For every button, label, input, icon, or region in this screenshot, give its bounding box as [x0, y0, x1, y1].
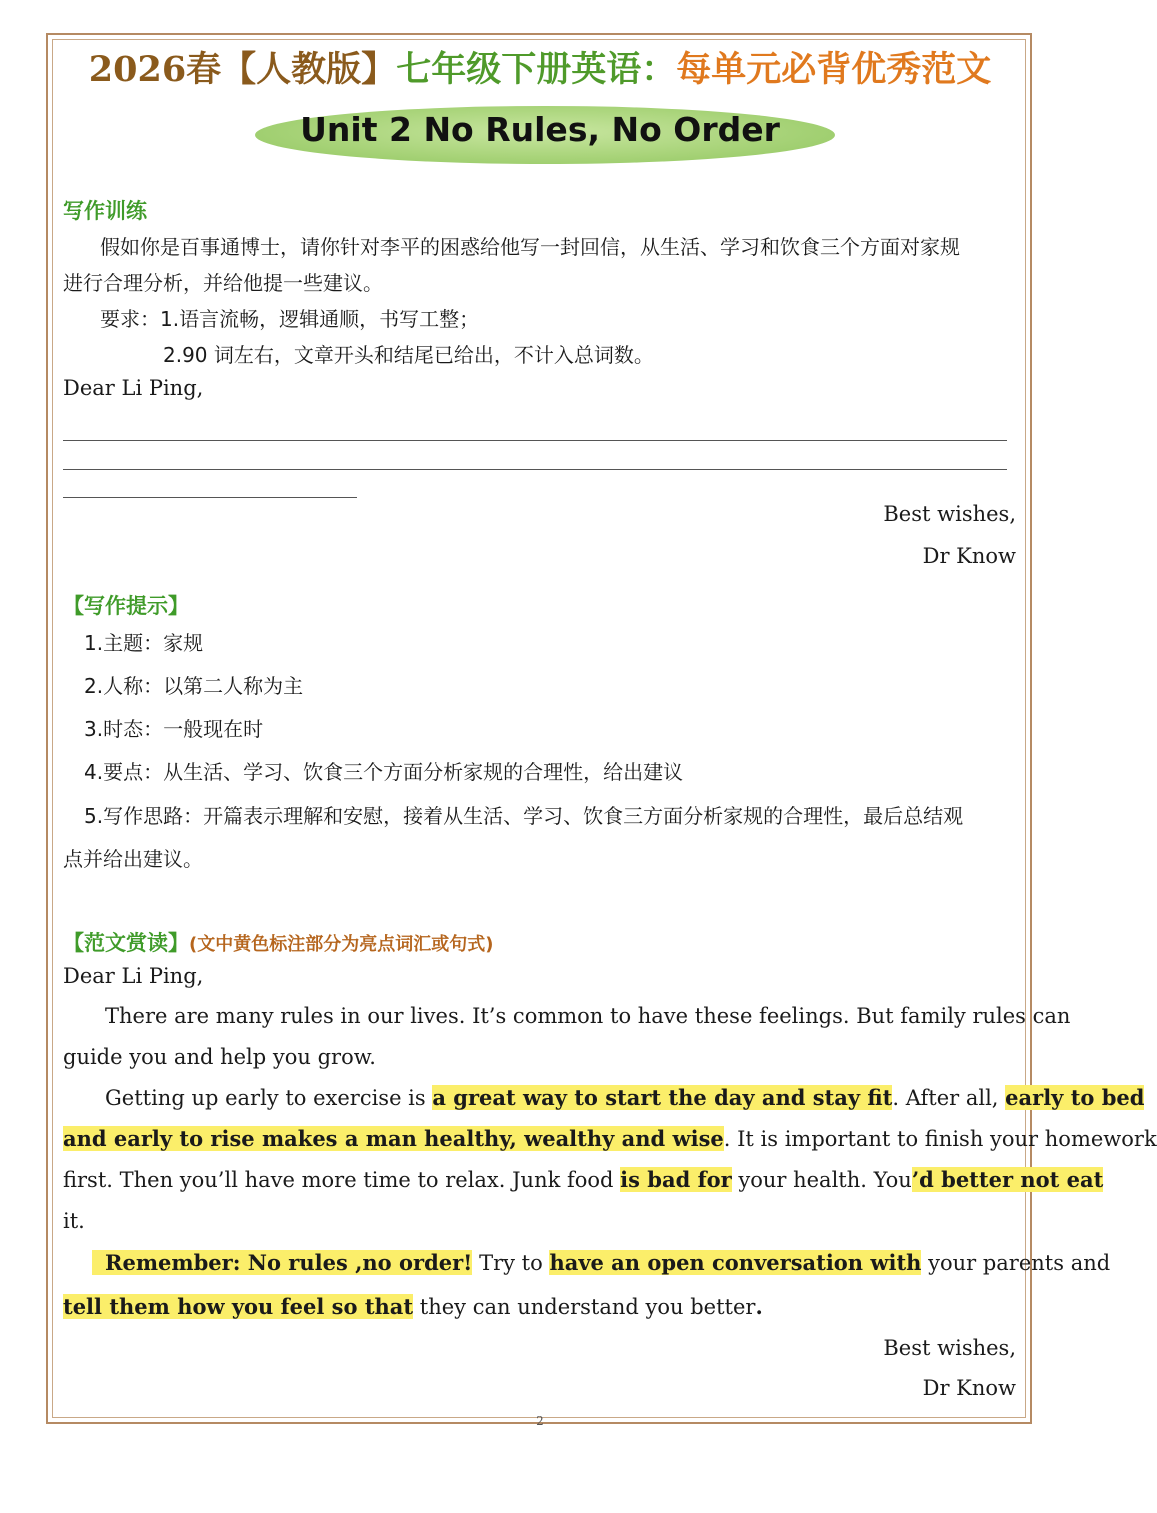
- text-run: your parents and: [921, 1251, 1111, 1275]
- sample-closing: Best wishes,: [883, 1336, 1016, 1360]
- sample-p1-line-2: guide you and help you grow.: [63, 1045, 376, 1069]
- unit-subtitle: Unit 2 No Rules, No Order: [300, 110, 780, 149]
- highlight-phrase: is bad for: [620, 1167, 732, 1192]
- requirement-line-2: 2.90 词左右，文章开头和结尾已给出，不计入总词数。: [163, 343, 654, 367]
- sample-p3-line-2: [63, 1292, 763, 1322]
- letter-closing: Best wishes,: [883, 502, 1016, 526]
- highlight-phrase: early to bed: [1005, 1085, 1145, 1110]
- sample-heading-row: [63, 927, 493, 957]
- highlight-phrase: have an open conversation with: [549, 1250, 922, 1275]
- letter-greeting: Dear Li Ping,: [63, 376, 204, 400]
- highlight-phrase: Remember: No rules ,no order!: [92, 1250, 472, 1275]
- text-run: . After all,: [892, 1086, 1006, 1110]
- text-run: Getting up early to exercise is: [105, 1086, 433, 1110]
- highlight-phrase: ’d better not eat: [911, 1167, 1104, 1192]
- tips-heading: 【写作提示】: [63, 594, 189, 618]
- highlight-phrase: and early to rise makes a man healthy, wealthy and wise: [63, 1126, 724, 1151]
- highlight-phrase: tell them how you feel so that: [63, 1294, 414, 1319]
- sample-p2-line-4: it.: [63, 1209, 85, 1233]
- writing-heading: 写作训练: [63, 199, 147, 223]
- text-run: Try to: [472, 1251, 550, 1275]
- highlight-phrase: a great way to start the day and stay fit: [432, 1085, 893, 1110]
- sample-p2-line-3: [63, 1165, 1103, 1195]
- text-run: . It is important to finish your homework: [723, 1127, 1157, 1151]
- tip-item-2: 2.人称：以第二人称为主: [84, 674, 304, 698]
- answer-line-1: [63, 440, 1007, 441]
- tip-item-5: 5.写作思路：开篇表示理解和安慰，接着从生活、学习、饮食三方面分析家规的合理性，最后总结观: [84, 804, 964, 828]
- text-run: they can understand you better: [413, 1295, 756, 1319]
- sample-note: (文中黄色标注部分为亮点词汇或句式): [189, 934, 494, 955]
- page-number: 2: [536, 1414, 544, 1428]
- sample-signature: Dr Know: [922, 1376, 1016, 1400]
- sample-p2-line-2: [63, 1124, 1157, 1154]
- sample-heading: 【范文赏读】: [63, 931, 189, 955]
- sample-p3-line-1: [92, 1248, 1110, 1278]
- answer-line-2: [63, 469, 1007, 470]
- text-run: your health. You: [731, 1168, 912, 1192]
- title-part-2: 七年级下册英语：: [396, 49, 677, 90]
- title-part-1: 2026春【人教版】: [88, 49, 397, 90]
- text-run: .: [755, 1294, 763, 1319]
- text-run: first. Then you’ll have more time to relax. Junk food: [63, 1168, 621, 1192]
- title-part-3: 每单元必背优秀范文: [676, 49, 992, 90]
- sample-p1-line-1: There are many rules in our lives. It’s common to have these feelings. But family rules can: [105, 1004, 1071, 1028]
- sample-p2-line-1: [105, 1083, 1144, 1113]
- tip-item-4: 4.要点：从生活、学习、饮食三个方面分析家规的合理性，给出建议: [84, 760, 684, 784]
- answer-line-3: [63, 497, 357, 498]
- sample-greeting: Dear Li Ping,: [63, 964, 204, 988]
- requirement-line-1: 要求：1.语言流畅，逻辑通顺，书写工整；: [100, 307, 480, 331]
- letter-signature: Dr Know: [922, 544, 1016, 568]
- tip-item-3: 3.时态：一般现在时: [84, 717, 264, 741]
- tip-item-5-continued: 点并给出建议。: [63, 847, 203, 871]
- prompt-line-2: 进行合理分析，并给他提一些建议。: [63, 271, 383, 295]
- prompt-line-1: 假如你是百事通博士，请你针对李平的困惑给他写一封回信，从生活、学习和饮食三个方面对家规: [100, 235, 960, 259]
- tip-item-1: 1.主题：家规: [84, 631, 204, 655]
- document-title: [0, 48, 1080, 92]
